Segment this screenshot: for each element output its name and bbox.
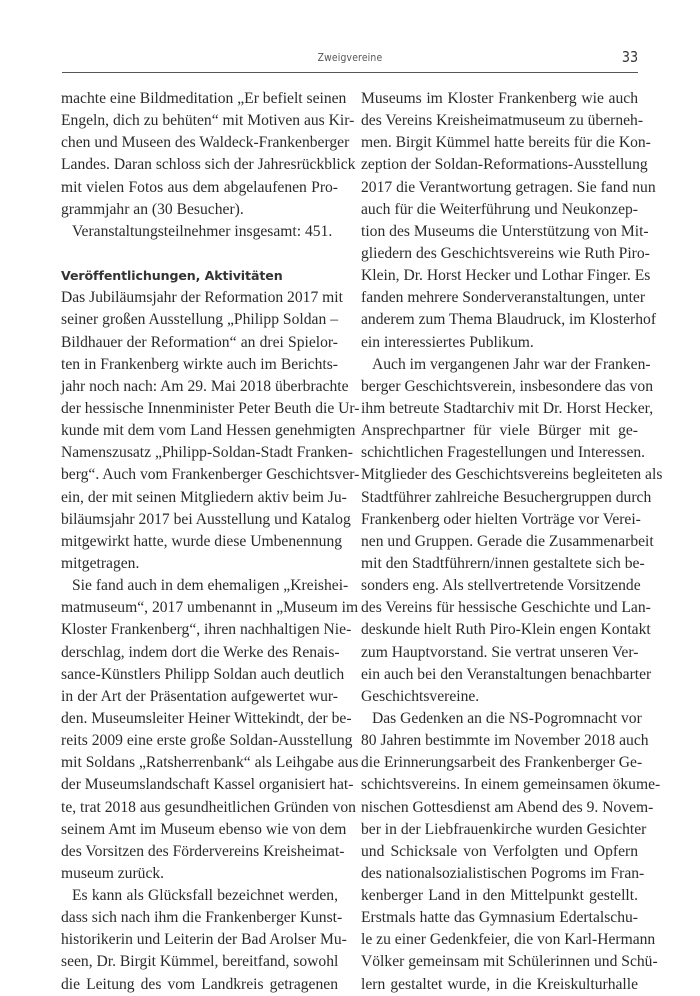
text-line: tion des Museums die Unterstützung von Mit- (361, 222, 649, 240)
paragraph (361, 354, 663, 708)
text-line: zum Hauptvorstand. Sie vertrat unseren Ver- (361, 643, 639, 661)
text-line: Kloster Frankenberg“, ihren nachhaltigen Nie- (61, 621, 352, 639)
text-line: Stadtführer zahlreiche Besuchergruppen durch (361, 488, 652, 506)
text-line: in der Art der Präsentation aufgewertet wur- (61, 687, 338, 705)
text-line: jahr noch nach: Am 29. Mai 2018 überbrachte (61, 377, 349, 395)
text-line: ber in der Liebfrauenkirche wurden Gesichter (361, 820, 647, 838)
text-line: des nationalsozialistischen Pogroms im Fran- (361, 864, 645, 882)
text-line: zeption der Soldan-Reformations-Ausstellung (361, 156, 648, 174)
text-line: mit Soldans „Ratsherrenbank“ als Leihgabe aus (61, 754, 359, 772)
text-line: derschlag, indem dort die Werke des Renais- (61, 643, 340, 661)
text-line: lern gestaltet wurde, in die Kreiskulturhalle (361, 975, 638, 993)
text-line: der Museumslandschaft Kassel organisiert hat- (61, 776, 354, 794)
text-line: mit vielen Fotos aus dem abgelaufenen Pro- (61, 178, 338, 196)
text-line: und Schicksale von Verfolgten und Opfern (361, 842, 638, 860)
text-line: Frankenberg oder hielten Vorträge vor Verei- (361, 510, 641, 528)
text-line: machte eine Bildmeditation „Er befielt seinen (61, 90, 347, 107)
text-line: Geschichtsvereine. (361, 687, 480, 705)
text-line: der hessische Innenminister Peter Beuth die Ur- (61, 399, 360, 417)
text-line: schichtlichen Fragestellungen und Interessen. (361, 444, 646, 462)
paragraph (61, 88, 356, 221)
blank-line (61, 243, 338, 265)
text-line: Museums im Kloster Frankenberg wie auch (361, 90, 638, 107)
text-line: schichtsvereins. In einem gemeinsamen ökume- (361, 776, 661, 794)
text-line: deskunde hielt Ruth Piro-Klein engen Kontakt (361, 621, 651, 639)
text-line: die Erinnerungsarbeit des Frankenberger Ge- (361, 754, 643, 772)
text-line: des Vereins Kreisheimatmuseum zu überneh- (361, 112, 644, 130)
text-line: matmuseum“, 2017 umbenannt in „Museum im (61, 599, 359, 617)
section-heading: Veröffentlichungen, Aktivitäten (61, 268, 283, 284)
text-line: seinem Amt im Museum ebenso wie von dem (61, 820, 347, 838)
text-line: fanden mehrere Sonderveranstaltungen, unter (361, 289, 646, 307)
text-line: berg“. Auch vom Frankenberger Geschichtsver- (61, 466, 360, 484)
text-line: men. Birgit Kümmel hatte bereits für die Kon- (361, 134, 651, 152)
text-line: seen, Dr. Birgit Kümmel, bereitfand, sowohl (61, 953, 339, 971)
text-line: reits 2009 eine erste große Soldan-Ausstellung (61, 732, 353, 750)
text-line: le zu einer Gedenkfeier, die von Karl-Hermann (361, 931, 656, 949)
text-line: Erstmals hatte das Gymnasium Edertalschu- (361, 909, 638, 927)
text-line: auch für die Weiterführung und Neukonzep- (361, 200, 638, 218)
text-line: Mitglieder des Geschichtsvereins begleiteten als (361, 466, 663, 484)
paragraph (61, 885, 347, 996)
left-column (61, 88, 360, 996)
text-line: ein, der mit seinen Mitgliedern aktiv beim Ju- (61, 488, 347, 506)
text-line: 2017 die Verantwortung getragen. Sie fand nun (361, 178, 656, 196)
text-line: Namenszusatz „Philipp-Soldan-Stadt Franken- (61, 444, 353, 462)
text-line: mitgewirkt hatte, wurde diese Umbenennung (61, 532, 343, 550)
right-column (361, 88, 663, 996)
paragraph (61, 287, 360, 575)
text-line: Klein, Dr. Horst Hecker und Lothar Finger. Es (361, 267, 651, 285)
text-line: 80 Jahren bestimmte im November 2018 auch (361, 732, 649, 750)
text-line: ein auch bei den Veranstaltungen benachbarter (361, 665, 652, 683)
text-line: nischen Gottesdienst am Abend des 9. Novem- (361, 798, 654, 816)
text-line: grammjahr an (30 Besucher). (61, 200, 244, 218)
paragraph (361, 88, 657, 354)
text-line: den. Museumsleiter Heiner Wittekindt, der be- (61, 709, 352, 727)
text-line: berger Geschichtsverein, insbesondere das von (361, 377, 654, 395)
text-line: kunde mit dem vom Land Hessen genehmigten (61, 422, 356, 440)
page-number: 33 (621, 48, 638, 66)
text-line: sonders eng. Als stellvertretende Vorsitzende (361, 577, 641, 595)
text-line: mitgetragen. (61, 554, 140, 572)
paragraph (361, 708, 661, 996)
text-line: Bildhauer der Reformation“ an drei Spielor- (61, 333, 338, 351)
text-line: Veranstaltungsteilnehmer insgesamt: 451. (72, 222, 333, 240)
text-line: Es kann als Glücksfall bezeichnet werden, (72, 887, 338, 905)
running-title: Zweigvereine (317, 52, 383, 64)
text-line: gliedern des Geschichtsvereins wie Ruth Piro- (361, 244, 650, 262)
text-line: Völker gemeinsam mit Schülerinnen und Schü- (361, 953, 658, 971)
text-line: des Vorsitzen des Fördervereins Kreisheimat- (61, 842, 345, 860)
text-line: Ansprechpartner für viele Bürger mit ge- (361, 422, 638, 440)
text-line: museum zurück. (61, 864, 165, 882)
text-line: te, trat 2018 aus gesundheitlichen Gründen von (61, 798, 356, 816)
text-line: chen und Museen des Waldeck-Frankenberger (61, 134, 350, 152)
text-line: seiner großen Ausstellung „Philipp Soldan – (61, 311, 338, 329)
text-line: dass sich nach ihm die Frankenberger Kunst- (61, 909, 343, 927)
text-line: Sie fand auch in dem ehemaligen „Kreishei- (72, 577, 349, 595)
paragraph (61, 221, 338, 243)
text-line: Engeln, dich zu behüten“ mit Motiven aus Kir- (61, 112, 355, 130)
text-line: nen und Gruppen. Gerade die Zusammenarbeit (361, 532, 654, 550)
text-line: historikerin und Leiterin der Bad Arolser Mu- (61, 931, 347, 949)
text-line: die Leitung des vom Landkreis getragenen (61, 975, 338, 993)
running-header (62, 48, 638, 73)
text-line: Auch im vergangenen Jahr war der Franken- (372, 355, 651, 373)
text-line: Das Jubiläumsjahr der Reformation 2017 mit (61, 289, 343, 307)
text-line: Das Gedenken an die NS-Pogromnacht vor (372, 709, 642, 727)
text-line: biläumsjahr 2017 bei Ausstellung und Katalog (61, 510, 351, 528)
text-line: ihm betreute Stadtarchiv mit Dr. Horst Hecker, (361, 399, 654, 417)
text-line: des Vereins für hessische Geschichte und Lan- (361, 599, 651, 617)
text-line: ten in Frankenberg wirkte auch im Berichts- (61, 355, 338, 373)
text-line: anderem zum Thema Blaudruck, im Klosterhof (361, 311, 657, 329)
text-line: kenberger Land in den Mittelpunkt gestellt. (361, 887, 638, 905)
paragraph (61, 575, 359, 885)
text-line: sance-Künstlers Philipp Soldan auch deutlich (61, 665, 345, 683)
text-line: mit den Stadtführern/innen gestaltete sich be- (361, 554, 645, 572)
text-line: ein interessiertes Publikum. (361, 333, 534, 351)
text-line: Landes. Daran schloss sich der Jahresrückblick (61, 156, 356, 174)
